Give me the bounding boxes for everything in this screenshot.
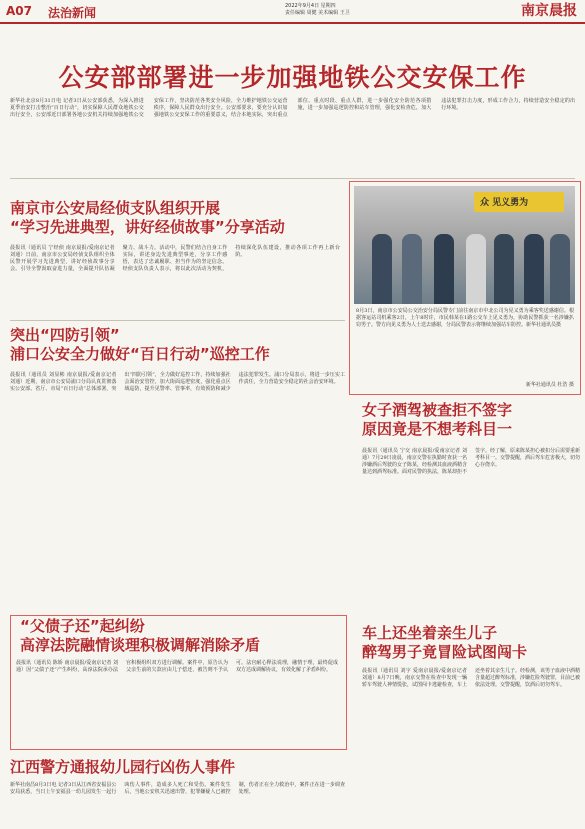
headline-line: 突出“四防引领” [10,326,120,344]
issue-date: 2022年9月4日 星期四 [285,3,336,9]
section-name: 法治新闻 [48,6,97,20]
issue-editors: 责任编辑 周健 美术编辑 王卫 [285,10,350,16]
headline-article5 [362,624,582,662]
headline-line: “学习先进典型，讲好经侦故事”分享活动 [10,218,285,236]
person-figure [524,234,544,304]
headline-article4 [20,617,350,655]
headline-line: 高淳法院融情谈理积极调解消除矛盾 [20,636,261,654]
news-photo [354,186,575,304]
person-figure [550,234,570,304]
divider [10,320,345,321]
headline-main: 公安部部署进一步加强地铁公交安保工作 [58,63,527,92]
masthead-logo: 南京晨报 [521,3,577,19]
headline-line: 醉驾男子竟冒险试图闯卡 [362,643,528,661]
article3-body: 晨报讯（通讯员 宁交 南京晨报/爱南京记者 刘通）7月29日凌晨，南京交警在执勤时查获一名涉嫌酒后驾驶的女子陈某，经检测其血液酒精含量达到酒驾标准。面对民警的执法，陈某却拒不签字。经了解，原来陈某担心被扣分后需要重新考科目一。交警提醒，酒后驾车危害极大，切勿心存侥幸。 [362,448,581,475]
person-figure [372,234,392,304]
page-header [0,0,585,24]
article6-body: 新华社南昌8月3日电 记者3日从江西省安福县公安局获悉，当日上午安福县一幼儿园发生一起行凶伤人事件，造成多人死亡和受伤。案件发生后，当地公安机关迅速出警，犯罪嫌疑人已被控制，伤者正在全力救治中，案件正在进一步调查处理。 [10,782,345,795]
photo-credit: 新华社通讯员 杜浩 摄 [525,382,574,388]
headline-article2 [10,326,340,364]
headline-article6: 江西警方通报幼儿园行凶伤人事件 [10,758,236,776]
person-figure [434,234,454,304]
photo-feature [349,181,581,395]
divider [10,178,575,179]
article2-body: 晨报讯（通讯员 刘显彬 南京晨报/爱南京记者 刘通）近期，南京市公安局浦口分局认真贯彻落实公安部、省厅、市局“百日行动”总体部署，突出“四防引领”，全力做好巡控工作，持续加强社会面治安管控，加大街面巡逻密度，强化重点区域巡防，提升见警率、管事率，有效预防和减少违法犯罪发生。浦口分局表示，将进一步压实工作责任，全力营造安全稳定的社会治安环境。 [10,372,345,392]
article5-body: 晨报讯（通讯员 刘宇 爱南京晨报/爱南京记者 刘通）8月7日晚，南京交警在检查中发现一辆轿车驾驶人神情慌张，试图闯卡逃避检查，车上还坐着其亲生儿子。经检测，该男子血液中酒精含量超过醉驾标准，涉嫌危险驾驶罪，目前已被依法处理。交警提醒，饮酒后切勿驾车。 [362,668,581,688]
page-number: A07 [6,4,32,18]
article1-body: 晨报讯（通讯员 宁经侦 南京晨报/爱南京记者 刘通）日前，南京市公安局经侦支队组织全体民警开展学习先进典型，讲好经侦故事分享会。引导全警汲取奋进力量，全面提升队伍凝聚力、战斗力。活动中，民警们结合自身工作实际，讲述身边先进典型事迹，分享工作感悟，表达了忠诚履职、担当作为的坚定信念。经侦支队负责人表示，将以此次活动为契机，持续深化队伍建设，推动各项工作再上新台阶。 [10,245,340,272]
person-figure [402,234,422,304]
headline-article1 [10,199,340,237]
headline-article3 [362,401,582,439]
headline-line: “父债子还”起纠纷 [20,617,145,635]
person-figure [466,234,486,304]
headline-line: 浦口公安全力做好“百日行动”巡控工作 [10,345,270,363]
headline-line: 车上还坐着亲生儿子 [362,624,498,642]
photo-banner-text: 众 见义勇为 [480,198,529,208]
photo-caption: 8月3日，南京市公安局公交治安分局民警专门前往南京市中北公司为见义勇为乘客奖送感谢信。根据客运站司机乘客2日，上午8时许，市民韩某在1路公交车上见义勇为，协助民警抓获一名涉嫌扒窃男子。警方向见义勇为人士送去感谢，分局民警表示将继续加强站车防控。新华社通讯员摄 [356,308,574,328]
article-main-body: 新华社北京8月31日电 记者3日从公安部获悉，为深入推进夏季治安打击整治“百日行动”，切实保障人民群众地铁公交出行安全，公安部近日部署各地公安机关持续加强地铁公交安保工作，坚决防范各类安全风险，全力维护地铁公交运营秩序，保障人民群众出行安全。公安部要求，要充分认识加强地铁公交安保工作的重要意义，结合本地实际，突出重点部位、重点时段、重点人群，进一步强化安全防范各项措施，进一步加强巡逻防控和站车管理，强化安检查危，加大违法犯罪打击力度，形成工作合力，持续营造安全稳定的出行环境。 [10,98,575,118]
issue-meta [285,3,350,17]
headline-line: 原因竟是不想考科目一 [362,420,513,438]
article4-body: 晨报讯（通讯员 陈娇 南京晨报/爱南京记者 刘通）因“父债子还”产生纠纷，高淳法院承办法官积极组织双方进行调解。案件中，原告认为父亲生前的欠款应由儿子偿还，被告则不予认可。法官耐心释法说理，融情于理，最终促成双方达成调解协议，有效化解了矛盾纠纷。 [16,660,338,673]
person-figure [494,234,514,304]
headline-line: 南京市公安局经侦支队组织开展 [10,199,221,217]
headline-line: 女子酒驾被查拒不签字 [362,401,513,419]
